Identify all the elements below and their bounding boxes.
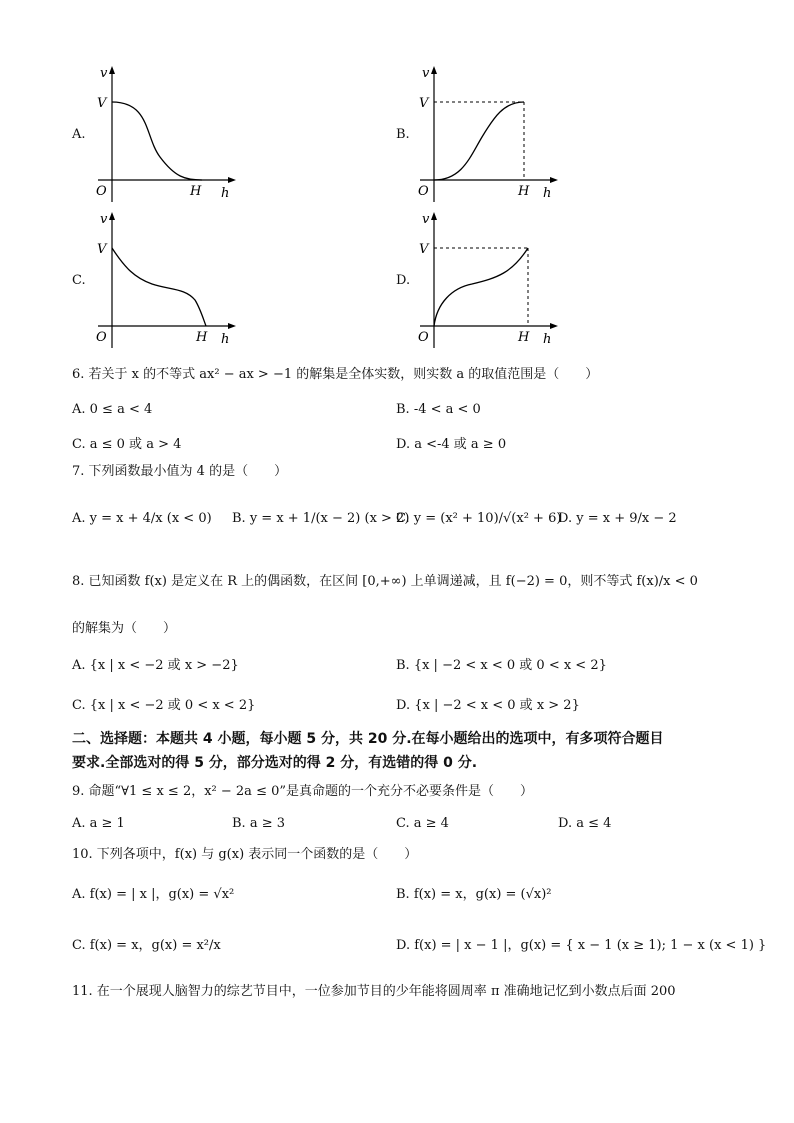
q6-stem: 6. 若关于 x 的不等式 ax² − ax > −1 的解集是全体实数，则实数 a 的取值范围是（ ） <box>72 367 599 382</box>
graph-d <box>412 208 562 350</box>
q8-option-d: D. {x | −2 < x < 0 或 x > 2} <box>396 698 580 713</box>
graph-option-d-label: D. <box>396 273 411 288</box>
q9-option-d: D. a ≤ 4 <box>558 816 612 831</box>
q9-option-c: C. a ≥ 4 <box>396 816 449 831</box>
graph-option-a-label: A. <box>72 127 86 142</box>
origin-label: O <box>96 330 107 345</box>
axis-h-label: h <box>543 186 552 201</box>
section-2-heading-line1: 二、选择题：本题共 4 小题，每小题 5 分，共 20 分.在每小题给出的选项中，有多项符合题目 <box>72 731 664 747</box>
q10-option-a: A. f(x) = | x |，g(x) = √x² <box>72 887 235 902</box>
axis-v-label: v <box>100 66 108 81</box>
q10-option-b: B. f(x) = x，g(x) = (√x)² <box>396 887 552 902</box>
origin-label: O <box>96 184 107 199</box>
graph-c <box>90 208 240 350</box>
v-max-label: V <box>97 242 107 257</box>
origin-label: O <box>418 184 429 199</box>
q9-option-b: B. a ≥ 3 <box>232 816 285 831</box>
q8-option-c: C. {x | x < −2 或 0 < x < 2} <box>72 698 256 713</box>
axis-v-label: v <box>422 66 430 81</box>
graph-a <box>90 62 240 204</box>
q6-option-b: B. -4 < a < 0 <box>396 402 481 417</box>
graph-b <box>412 62 562 204</box>
axis-h-label: h <box>543 332 552 347</box>
q6-option-c: C. a ≤ 0 或 a > 4 <box>72 437 182 452</box>
h-max-label: H <box>190 184 202 199</box>
q7-option-b: B. y = x + 1/(x − 2) (x > 2) <box>232 511 410 526</box>
v-max-label: V <box>419 242 429 257</box>
q10-stem: 10. 下列各项中，f(x) 与 g(x) 表示同一个函数的是（ ） <box>72 847 418 862</box>
q8-stem: 8. 已知函数 f(x) 是定义在 R 上的偶函数，在区间 [0,+∞) 上单调递减，且 f(−2) = 0，则不等式 f(x)/x < 0 <box>72 574 698 589</box>
q8-option-a: A. {x | x < −2 或 x > −2} <box>72 658 239 673</box>
h-max-label: H <box>518 184 530 199</box>
q7-stem: 7. 下列函数最小值为 4 的是（ ） <box>72 464 288 479</box>
q9-stem: 9. 命题“∀1 ≤ x ≤ 2，x² − 2a ≤ 0”是真命题的一个充分不必要条件是（ ） <box>72 784 534 799</box>
graph-option-c-label: C. <box>72 273 86 288</box>
axis-v-label: v <box>422 212 430 227</box>
q7-option-c: C. y = (x² + 10)/√(x² + 6) <box>396 511 562 526</box>
axis-h-label: h <box>221 186 230 201</box>
q10-option-c: C. f(x) = x，g(x) = x²/x <box>72 938 221 953</box>
q7-option-d: D. y = x + 9/x − 2 <box>558 511 677 526</box>
origin-label: O <box>418 330 429 345</box>
v-max-label: V <box>97 96 107 111</box>
section-2-heading-line2: 要求.全部选对的得 5 分，部分选对的得 2 分，有选错的得 0 分. <box>72 755 478 771</box>
axis-v-label: v <box>100 212 108 227</box>
q11-stem: 11. 在一个展现人脑智力的综艺节目中，一位参加节目的少年能将圆周率 π 准确地记忆到小数点后面 200 <box>72 984 676 999</box>
h-max-label: H <box>196 330 208 345</box>
q8-stem-continued: 的解集为（ ） <box>72 621 177 636</box>
graph-option-b-label: B. <box>396 127 410 142</box>
v-max-label: V <box>419 96 429 111</box>
q10-option-d: D. f(x) = | x − 1 |，g(x) = { x − 1 (x ≥ 1); 1 − x (x < 1) } <box>396 938 767 953</box>
q6-option-a: A. 0 ≤ a < 4 <box>72 402 153 417</box>
h-max-label: H <box>518 330 530 345</box>
q6-option-d: D. a <-4 或 a ≥ 0 <box>396 437 507 452</box>
q9-option-a: A. a ≥ 1 <box>72 816 125 831</box>
q7-option-a: A. y = x + 4/x (x < 0) <box>72 511 212 526</box>
axis-h-label: h <box>221 332 230 347</box>
q8-option-b: B. {x | −2 < x < 0 或 0 < x < 2} <box>396 658 607 673</box>
